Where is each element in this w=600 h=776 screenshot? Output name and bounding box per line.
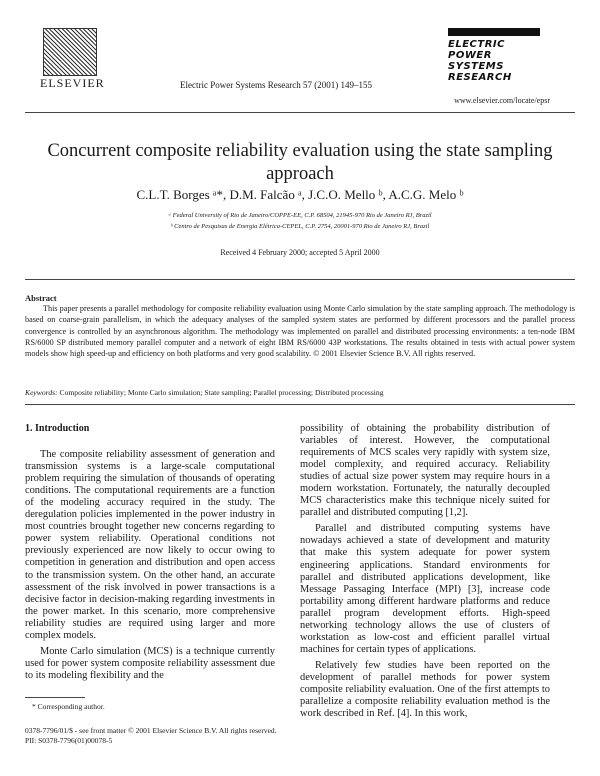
elsevier-tree-icon [43, 28, 97, 76]
body-paragraph: The composite reliability assessment of generation and transmission systems is a large-scale computational problem requiring the simulation of thousands of operating conditions. The computational requirements are a function of the modeling accuracy required in the study. The deregulation policies implemented in the power industry in most countries brought together new concerns regarding to power system reliability. Operational conditions not previously experienced are now likely to occur owing to competition in generation and distribution and open access to the transmission system. On the other hand, an accurate assessment of the risk involved in power transactions is a decisive factor in decision-making regarding investments in the power market. In this scenario, more comprehensive reliability studies are required using larger and more complex models. [25, 449, 275, 641]
right-column [300, 423, 550, 724]
journal-reference: Electric Power Systems Research 57 (2001) 149–155 [180, 80, 372, 90]
abstract-text: This paper presents a parallel methodology for composite reliability evaluation using Monte Carlo simulation by the state sampling approach. The methodology is based on coarse-grain parallelism, in which the adequacy analyses of the sampled system states are performed by different processors and the parallel process convergence is controlled by an asynchronous algorithm. The methodology was implemented on parallel and distributed processing environments: a ten-node IBM RS/6000 SP distributed memory parallel computer and a network of eight IBM RS/6000 43P workstations. The results obtained in tests with actual power system models show high speed-up and efficiency on both platforms and very good scalability. © 2001 Elsevier Science B.V. All rights reserved. [25, 304, 575, 359]
abstract-bottom-rule [25, 404, 575, 405]
body-paragraph: Monte Carlo simulation (MCS) is a technique currently used for power system composite reliability assessment due to its modeling flexibility and the [25, 645, 275, 681]
header-divider [25, 112, 575, 113]
journal-logo-word: ELECTRIC [448, 39, 505, 50]
affiliation-a: ᵃ Federal University of Rio de Janeiro/COPPE-EE, C.P. 68504, 21945-970 Rio de Janeiro RJ, Brazil [168, 212, 432, 219]
copyright-line: 0378-7796/01/$ - see front matter © 2001 Elsevier Science B.V. All rights reserved. [25, 726, 277, 735]
keywords-label: Keywords: [25, 388, 58, 397]
journal-logo-word: POWER [448, 50, 492, 61]
affiliation-b: ᵇ Centro de Pesquisas de Energia Elétrica-CEPEL, C.P. 2754, 20001-970 Rio de Janeiro RJ, Brazil [170, 223, 430, 230]
journal-logo-band [448, 28, 540, 36]
paper-title: Concurrent composite reliability evaluation using the state sampling approach [47, 141, 553, 184]
copyright-block [25, 726, 277, 746]
pii-line: PII: S0378-7796(01)00078-5 [25, 736, 113, 745]
publisher-name: ELSEVIER [40, 76, 105, 90]
footnote-divider [25, 697, 85, 698]
keywords-line [25, 388, 575, 397]
journal-logo-word: SYSTEMS [448, 61, 504, 72]
elsevier-logo [40, 28, 105, 90]
body-paragraph: Parallel and distributed computing systems have nowadays achieved a state of development and maturity that make this system adequate for power system engineering applications. Standard environments for parallel and distributed applications development, like Message Passaging Interface (MPI) [3], increase code portability among different hardware platforms and reduce parallel program development efforts. High-speed networking technology allows the use of clusters of workstation as low-cost and efficient parallel virtual machines for certain types of applications. [300, 523, 550, 655]
keywords-text: Composite reliability; Monte Carlo simulation; State sampling; Parallel processing; Distributed processing [59, 388, 384, 397]
section-heading-introduction: 1. Introduction [25, 423, 90, 434]
body-paragraph: possibility of obtaining the probability distribution of variables of interest. However, the computational requirements of MCS scales very rapidly with system size, model complexity, and required accuracy. Reliability studies of actual size power system may require hours in a modern workstation. Fortunately, the naturally decoupled MCS characteristics make this technique nicely suited for parallel and distributed computing [1,2]. [300, 423, 550, 519]
journal-logo [448, 28, 540, 86]
journal-url-link[interactable]: www.elsevier.com/locate/epsr [454, 96, 550, 105]
body-paragraph: Relatively few studies have been reported on the development of parallel methods for power system composite reliability evaluation. One of the first attempts to parallelize a composite reliability evaluation method is the work described in Ref. [4]. In this work, [300, 659, 550, 720]
abstract-heading: Abstract [25, 293, 57, 303]
footnote-corresponding-author: * Corresponding author. [32, 702, 105, 711]
left-column [25, 423, 275, 686]
journal-logo-word: RESEARCH [448, 72, 512, 83]
author-list: C.L.T. Borges ᵃ*, D.M. Falcão ᵃ, J.C.O. Mello ᵇ, A.C.G. Melo ᵇ [136, 187, 464, 202]
abstract-top-rule [25, 279, 575, 280]
received-dates: Received 4 February 2000; accepted 5 April 2000 [220, 248, 380, 257]
